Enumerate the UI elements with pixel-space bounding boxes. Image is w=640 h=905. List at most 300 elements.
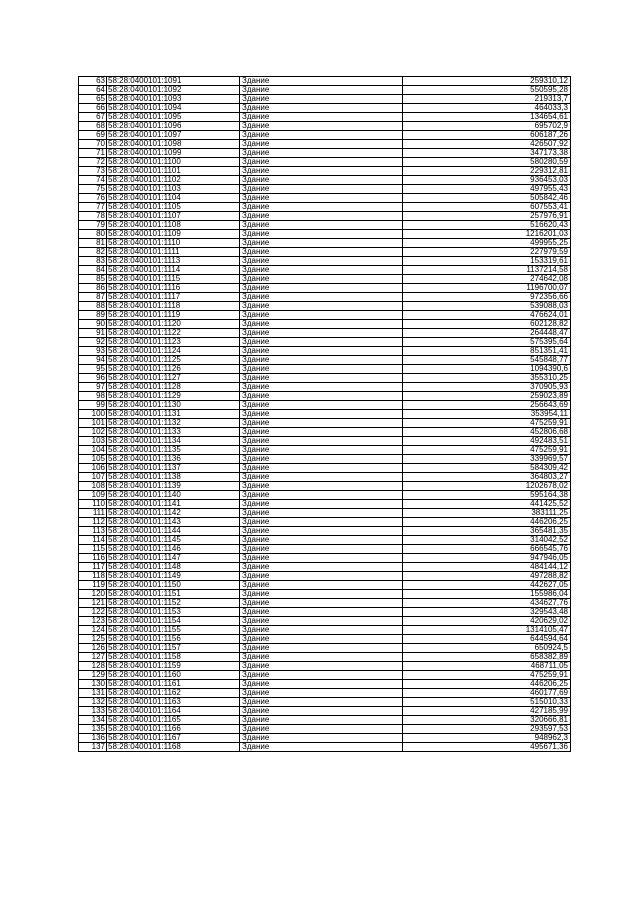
cadastral-value-cell: 329543,48 [403,608,571,617]
cadastral-value-cell: 442627,05 [403,581,571,590]
table-row [79,374,571,383]
cadastral-number-cell: 58:28:0400101:1139 [107,482,240,491]
object-type-cell: Здание [240,266,403,275]
cadastral-value-cell: 355310,25 [403,374,571,383]
object-type-cell: Здание [240,509,403,518]
cadastral-value-cell: 1196700,07 [403,284,571,293]
table-row [79,185,571,194]
cadastral-number-cell: 58:28:0400101:1123 [107,338,240,347]
cadastral-value-cell: 427185,99 [403,707,571,716]
object-type-cell: Здание [240,563,403,572]
cadastral-number-cell: 58:28:0400101:1129 [107,392,240,401]
table-row [79,302,571,311]
object-type-cell: Здание [240,617,403,626]
table-row [79,428,571,437]
table-row [79,158,571,167]
cadastral-number-cell: 58:28:0400101:1111 [107,248,240,257]
row-number-cell: 68 [79,122,107,131]
row-number-cell: 93 [79,347,107,356]
object-type-cell: Здание [240,311,403,320]
cadastral-number-cell: 58:28:0400101:1120 [107,320,240,329]
object-type-cell: Здание [240,347,403,356]
table-row [79,446,571,455]
cadastral-number-cell: 58:28:0400101:1145 [107,536,240,545]
row-number-cell: 114 [79,536,107,545]
object-type-cell: Здание [240,185,403,194]
cadastral-value-cell: 948962,3 [403,734,571,743]
object-type-cell: Здание [240,77,403,86]
table-row [79,230,571,239]
object-type-cell: Здание [240,248,403,257]
object-type-cell: Здание [240,104,403,113]
cadastral-value-cell: 545848,77 [403,356,571,365]
row-number-cell: 118 [79,572,107,581]
object-type-cell: Здание [240,392,403,401]
cadastral-value-cell: 492483,51 [403,437,571,446]
object-type-cell: Здание [240,140,403,149]
object-type-cell: Здание [240,680,403,689]
row-number-cell: 106 [79,464,107,473]
cadastral-number-cell: 58:28:0400101:1158 [107,653,240,662]
cadastral-value-cell: 353954,11 [403,410,571,419]
row-number-cell: 133 [79,707,107,716]
row-number-cell: 105 [79,455,107,464]
table-row [79,212,571,221]
cadastral-value-cell: 420629,02 [403,617,571,626]
object-type-cell: Здание [240,383,403,392]
table-row [79,608,571,617]
object-type-cell: Здание [240,275,403,284]
cadastral-number-cell: 58:28:0400101:1153 [107,608,240,617]
row-number-cell: 119 [79,581,107,590]
row-number-cell: 78 [79,212,107,221]
cadastral-value-cell: 550595,28 [403,86,571,95]
cadastral-value-cell: 434627,76 [403,599,571,608]
table-row [79,284,571,293]
object-type-cell: Здание [240,725,403,734]
cadastral-value-cell: 602128,82 [403,320,571,329]
table-row [79,653,571,662]
table-body [79,77,571,752]
table-row [79,320,571,329]
object-type-cell: Здание [240,374,403,383]
cadastral-number-cell: 58:28:0400101:1125 [107,356,240,365]
table-row [79,140,571,149]
row-number-cell: 117 [79,563,107,572]
object-type-cell: Здание [240,437,403,446]
row-number-cell: 94 [79,356,107,365]
cadastral-value-cell: 229312,81 [403,167,571,176]
table-row [79,338,571,347]
cadastral-value-cell: 1137214,58 [403,266,571,275]
row-number-cell: 109 [79,491,107,500]
cadastral-number-cell: 58:28:0400101:1160 [107,671,240,680]
cadastral-value-cell: 476624,01 [403,311,571,320]
row-number-cell: 64 [79,86,107,95]
row-number-cell: 79 [79,221,107,230]
object-type-cell: Здание [240,365,403,374]
row-number-cell: 131 [79,689,107,698]
cadastral-value-cell: 1314105,47 [403,626,571,635]
cadastral-number-cell: 58:28:0400101:1124 [107,347,240,356]
cadastral-number-cell: 58:28:0400101:1107 [107,212,240,221]
row-number-cell: 84 [79,266,107,275]
row-number-cell: 123 [79,617,107,626]
object-type-cell: Здание [240,482,403,491]
object-type-cell: Здание [240,608,403,617]
table-row [79,581,571,590]
cadastral-value-cell: 666545,76 [403,545,571,554]
row-number-cell: 67 [79,113,107,122]
row-number-cell: 92 [79,338,107,347]
table-row [79,716,571,725]
object-type-cell: Здание [240,464,403,473]
table-row [79,500,571,509]
row-number-cell: 73 [79,167,107,176]
cadastral-number-cell: 58:28:0400101:1147 [107,554,240,563]
object-type-cell: Здание [240,194,403,203]
table-row [79,347,571,356]
cadastral-number-cell: 58:28:0400101:1101 [107,167,240,176]
row-number-cell: 120 [79,590,107,599]
table-row [79,311,571,320]
table-row [79,248,571,257]
cadastral-value-cell: 446206,25 [403,518,571,527]
cadastral-number-cell: 58:28:0400101:1155 [107,626,240,635]
cadastral-value-cell: 259310,12 [403,77,571,86]
row-number-cell: 121 [79,599,107,608]
object-type-cell: Здание [240,428,403,437]
table-row [79,356,571,365]
object-type-cell: Здание [240,176,403,185]
object-type-cell: Здание [240,527,403,536]
row-number-cell: 108 [79,482,107,491]
cadastral-number-cell: 58:28:0400101:1122 [107,329,240,338]
cadastral-value-cell: 515010,33 [403,698,571,707]
cadastral-value-cell: 264448,47 [403,329,571,338]
cadastral-number-cell: 58:28:0400101:1116 [107,284,240,293]
cadastral-number-cell: 58:28:0400101:1093 [107,95,240,104]
object-type-cell: Здание [240,518,403,527]
object-type-cell: Здание [240,554,403,563]
table-row [79,86,571,95]
cadastral-number-cell: 58:28:0400101:1163 [107,698,240,707]
table-row [79,689,571,698]
cadastral-number-cell: 58:28:0400101:1141 [107,500,240,509]
cadastral-number-cell: 58:28:0400101:1138 [107,473,240,482]
row-number-cell: 77 [79,203,107,212]
object-type-cell: Здание [240,707,403,716]
row-number-cell: 115 [79,545,107,554]
table-row [79,671,571,680]
object-type-cell: Здание [240,167,403,176]
object-type-cell: Здание [240,212,403,221]
cadastral-number-cell: 58:28:0400101:1118 [107,302,240,311]
cadastral-value-cell: 468711,05 [403,662,571,671]
row-number-cell: 98 [79,392,107,401]
table-row [79,410,571,419]
object-type-cell: Здание [240,257,403,266]
row-number-cell: 126 [79,644,107,653]
row-number-cell: 102 [79,428,107,437]
table-row [79,725,571,734]
object-type-cell: Здание [240,356,403,365]
cadastral-number-cell: 58:28:0400101:1140 [107,491,240,500]
table-row [79,131,571,140]
row-number-cell: 91 [79,329,107,338]
cadastral-number-cell: 58:28:0400101:1143 [107,518,240,527]
cadastral-number-cell: 58:28:0400101:1128 [107,383,240,392]
row-number-cell: 129 [79,671,107,680]
table-row [79,257,571,266]
table-row [79,455,571,464]
table-row [79,563,571,572]
row-number-cell: 111 [79,509,107,518]
object-type-cell: Здание [240,716,403,725]
object-type-cell: Здание [240,158,403,167]
row-number-cell: 80 [79,230,107,239]
row-number-cell: 90 [79,320,107,329]
object-type-cell: Здание [240,401,403,410]
cadastral-value-cell: 464033,3 [403,104,571,113]
row-number-cell: 132 [79,698,107,707]
row-number-cell: 87 [79,293,107,302]
table-row [79,617,571,626]
table-row [79,113,571,122]
cadastral-number-cell: 58:28:0400101:1094 [107,104,240,113]
table-row [79,293,571,302]
object-type-cell: Здание [240,743,403,752]
row-number-cell: 135 [79,725,107,734]
row-number-cell: 112 [79,518,107,527]
table-row [79,419,571,428]
cadastral-value-cell: 539088,03 [403,302,571,311]
object-type-cell: Здание [240,86,403,95]
cadastral-value-cell: 936453,03 [403,176,571,185]
table-row [79,662,571,671]
row-number-cell: 70 [79,140,107,149]
object-type-cell: Здание [240,113,403,122]
cadastral-value-cell: 1216201,03 [403,230,571,239]
cadastral-value-cell: 650924,5 [403,644,571,653]
table-row [79,401,571,410]
cadastral-number-cell: 58:28:0400101:1167 [107,734,240,743]
row-number-cell: 97 [79,383,107,392]
table-row [79,194,571,203]
object-type-cell: Здание [240,320,403,329]
row-number-cell: 100 [79,410,107,419]
cadastral-value-cell: 499955,25 [403,239,571,248]
row-number-cell: 69 [79,131,107,140]
object-type-cell: Здание [240,734,403,743]
cadastral-number-cell: 58:28:0400101:1126 [107,365,240,374]
cadastral-number-cell: 58:28:0400101:1142 [107,509,240,518]
cadastral-number-cell: 58:28:0400101:1157 [107,644,240,653]
cadastral-value-cell: 575395,64 [403,338,571,347]
cadastral-value-table [78,76,571,752]
cadastral-number-cell: 58:28:0400101:1092 [107,86,240,95]
table-row [79,329,571,338]
cadastral-value-cell: 947946,05 [403,554,571,563]
cadastral-number-cell: 58:28:0400101:1165 [107,716,240,725]
object-type-cell: Здание [240,626,403,635]
table-row [79,491,571,500]
cadastral-value-cell: 1094390,6 [403,365,571,374]
object-type-cell: Здание [240,203,403,212]
cadastral-number-cell: 58:28:0400101:1131 [107,410,240,419]
cadastral-value-cell: 257976,91 [403,212,571,221]
cadastral-number-cell: 58:28:0400101:1136 [107,455,240,464]
cadastral-number-cell: 58:28:0400101:1108 [107,221,240,230]
cadastral-value-cell: 516620,43 [403,221,571,230]
row-number-cell: 125 [79,635,107,644]
cadastral-number-cell: 58:28:0400101:1137 [107,464,240,473]
table-row [79,698,571,707]
cadastral-value-cell: 460177,69 [403,689,571,698]
cadastral-value-cell: 580280,59 [403,158,571,167]
table-row [79,635,571,644]
row-number-cell: 74 [79,176,107,185]
cadastral-value-cell: 293597,53 [403,725,571,734]
row-number-cell: 63 [79,77,107,86]
cadastral-number-cell: 58:28:0400101:1100 [107,158,240,167]
table-row [79,149,571,158]
object-type-cell: Здание [240,689,403,698]
table-row [79,527,571,536]
row-number-cell: 113 [79,527,107,536]
table-row [79,437,571,446]
object-type-cell: Здание [240,221,403,230]
object-type-cell: Здание [240,338,403,347]
cadastral-number-cell: 58:28:0400101:1099 [107,149,240,158]
row-number-cell: 137 [79,743,107,752]
row-number-cell: 122 [79,608,107,617]
table-row [79,239,571,248]
table-row [79,545,571,554]
table-row [79,176,571,185]
cadastral-number-cell: 58:28:0400101:1105 [107,203,240,212]
row-number-cell: 89 [79,311,107,320]
cadastral-value-cell: 1202678,02 [403,482,571,491]
cadastral-number-cell: 58:28:0400101:1109 [107,230,240,239]
table-row [79,383,571,392]
cadastral-value-cell: 441425,52 [403,500,571,509]
cadastral-value-cell: 259023,89 [403,392,571,401]
cadastral-value-cell: 658382,89 [403,653,571,662]
cadastral-number-cell: 58:28:0400101:1117 [107,293,240,302]
row-number-cell: 88 [79,302,107,311]
row-number-cell: 85 [79,275,107,284]
table-row [79,473,571,482]
table-row [79,95,571,104]
cadastral-value-cell: 314042,52 [403,536,571,545]
object-type-cell: Здание [240,239,403,248]
row-number-cell: 103 [79,437,107,446]
table-row [79,77,571,86]
object-type-cell: Здание [240,590,403,599]
object-type-cell: Здание [240,410,403,419]
row-number-cell: 75 [79,185,107,194]
row-number-cell: 110 [79,500,107,509]
row-number-cell: 99 [79,401,107,410]
cadastral-value-cell: 484144,12 [403,563,571,572]
row-number-cell: 71 [79,149,107,158]
cadastral-number-cell: 58:28:0400101:1091 [107,77,240,86]
table-row [79,464,571,473]
table-row [79,626,571,635]
table-row [79,221,571,230]
object-type-cell: Здание [240,653,403,662]
table-row [79,644,571,653]
table-row [79,536,571,545]
table-row [79,734,571,743]
cadastral-number-cell: 58:28:0400101:1159 [107,662,240,671]
object-type-cell: Здание [240,473,403,482]
table-row [79,572,571,581]
cadastral-number-cell: 58:28:0400101:1130 [107,401,240,410]
cadastral-number-cell: 58:28:0400101:1148 [107,563,240,572]
cadastral-number-cell: 58:28:0400101:1156 [107,635,240,644]
cadastral-number-cell: 58:28:0400101:1144 [107,527,240,536]
cadastral-value-cell: 505842,46 [403,194,571,203]
object-type-cell: Здание [240,149,403,158]
cadastral-number-cell: 58:28:0400101:1098 [107,140,240,149]
cadastral-value-cell: 446206,25 [403,680,571,689]
cadastral-number-cell: 58:28:0400101:1102 [107,176,240,185]
table-row [79,266,571,275]
cadastral-value-cell: 153319,61 [403,257,571,266]
row-number-cell: 136 [79,734,107,743]
cadastral-value-cell: 584309,42 [403,464,571,473]
table-row [79,518,571,527]
cadastral-number-cell: 58:28:0400101:1097 [107,131,240,140]
cadastral-number-cell: 58:28:0400101:1119 [107,311,240,320]
cadastral-value-cell: 695702,9 [403,122,571,131]
table-row [79,122,571,131]
table-row [79,365,571,374]
object-type-cell: Здание [240,446,403,455]
object-type-cell: Здание [240,581,403,590]
cadastral-number-cell: 58:28:0400101:1114 [107,266,240,275]
object-type-cell: Здание [240,122,403,131]
row-number-cell: 134 [79,716,107,725]
object-type-cell: Здание [240,500,403,509]
row-number-cell: 83 [79,257,107,266]
object-type-cell: Здание [240,131,403,140]
cadastral-number-cell: 58:28:0400101:1152 [107,599,240,608]
row-number-cell: 96 [79,374,107,383]
cadastral-value-cell: 475259,91 [403,446,571,455]
object-type-cell: Здание [240,293,403,302]
cadastral-number-cell: 58:28:0400101:1164 [107,707,240,716]
cadastral-value-cell: 339969,57 [403,455,571,464]
row-number-cell: 130 [79,680,107,689]
cadastral-number-cell: 58:28:0400101:1115 [107,275,240,284]
cadastral-value-cell: 607553,41 [403,203,571,212]
cadastral-value-cell: 274642,08 [403,275,571,284]
cadastral-value-cell: 256643,69 [403,401,571,410]
object-type-cell: Здание [240,491,403,500]
cadastral-value-cell: 452806,68 [403,428,571,437]
row-number-cell: 65 [79,95,107,104]
object-type-cell: Здание [240,572,403,581]
object-type-cell: Здание [240,302,403,311]
table-row [79,743,571,752]
cadastral-number-cell: 58:28:0400101:1151 [107,590,240,599]
row-number-cell: 124 [79,626,107,635]
row-number-cell: 104 [79,446,107,455]
row-number-cell: 72 [79,158,107,167]
